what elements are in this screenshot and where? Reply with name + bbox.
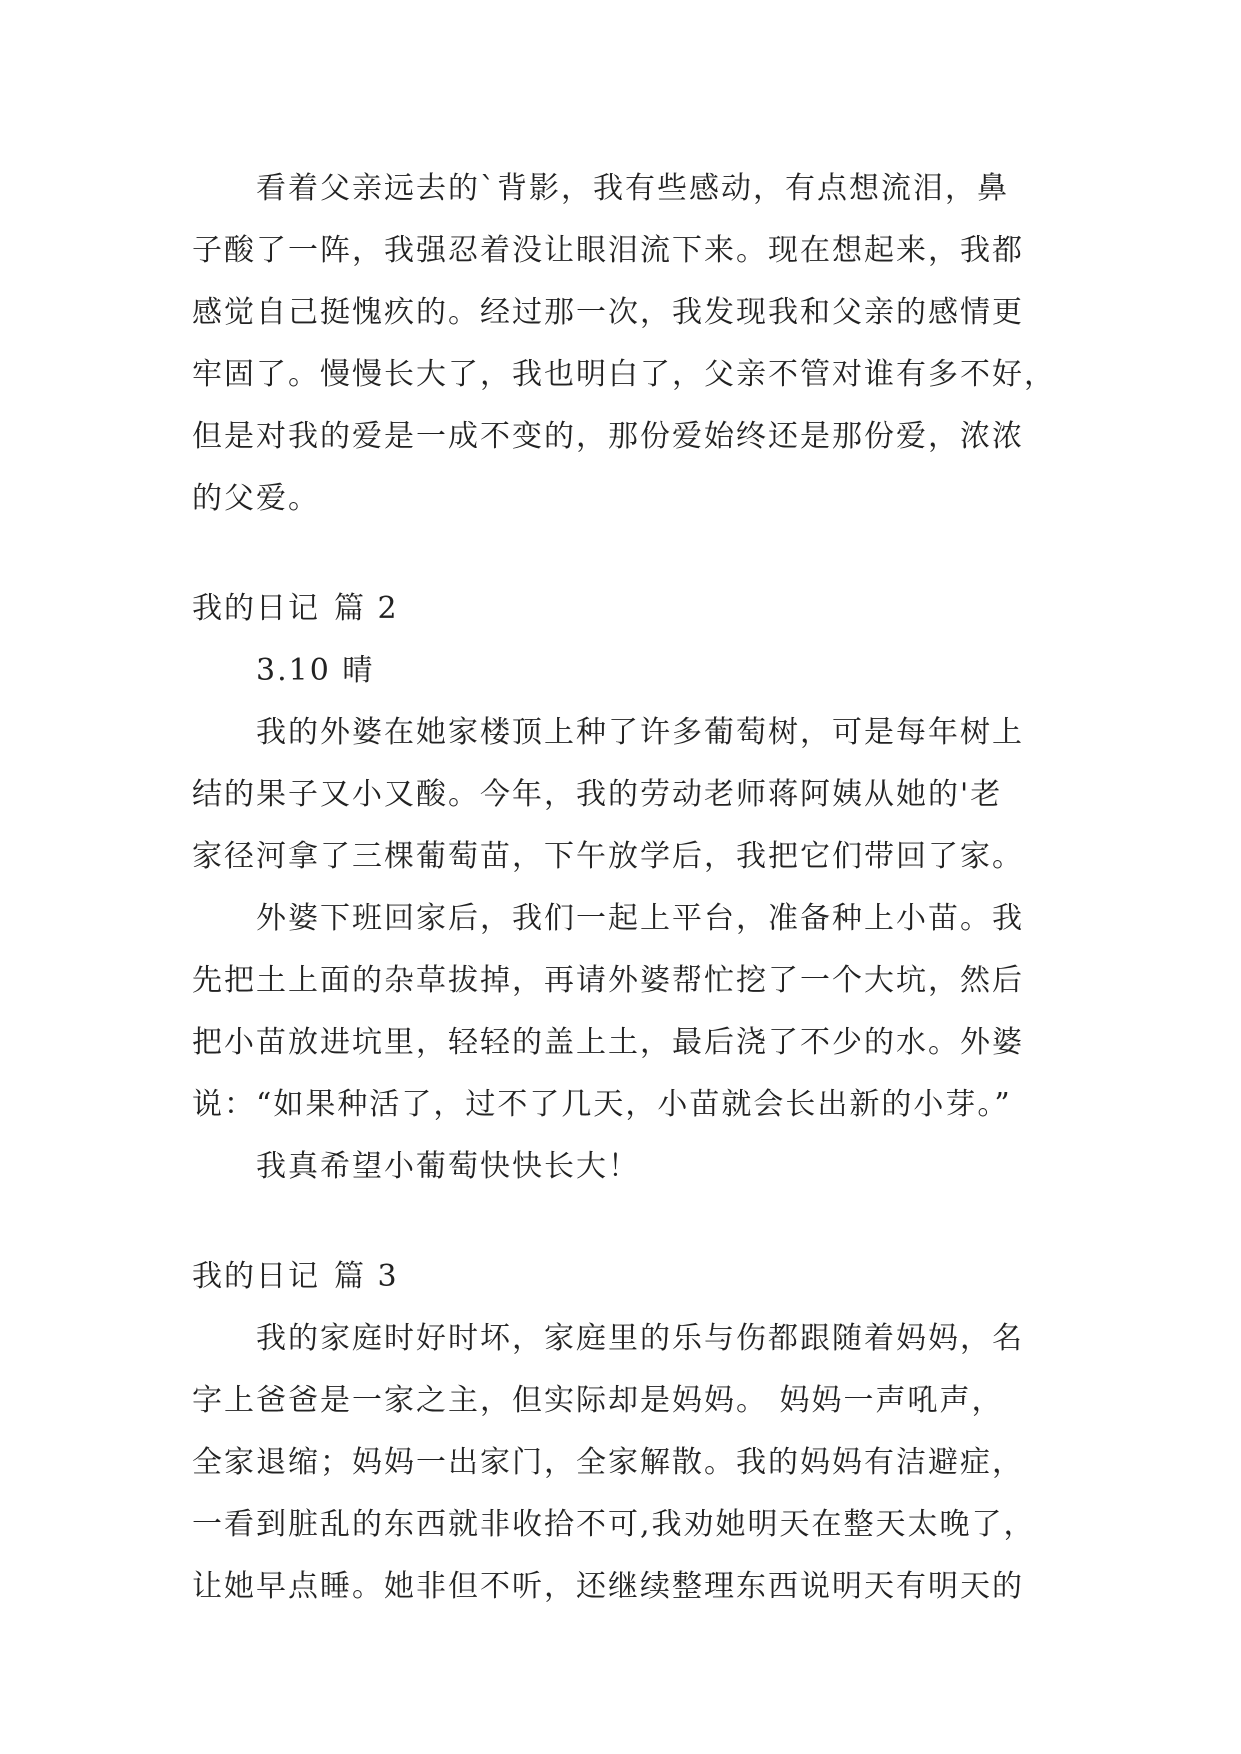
section-heading — [192, 578, 1072, 640]
text-line: 我的家庭时好时坏，家庭里的乐与伤都跟随着妈妈，名 — [256, 1321, 1024, 1356]
text-line: 字上爸爸是一家之主，但实际却是妈妈。 妈妈一声吼声， — [192, 1383, 1004, 1418]
text-line: 我真希望小葡萄快快长大！ — [256, 1149, 640, 1184]
section-title: 我的日记 — [192, 1259, 320, 1294]
text-line: 外婆下班回家后，我们一起上平台，准备种上小苗。我 — [256, 901, 1024, 936]
text-line: 把小苗放进坑里，轻轻的盖上土，最后浇了不少的水。外婆 — [192, 1025, 1024, 1060]
text-line: 子酸了一阵，我强忍着没让眼泪流下来。现在想起来，我都 — [192, 233, 1024, 268]
text-line: 说：“如果种活了，过不了几天，小苗就会长出新的小芽。” — [192, 1087, 1012, 1122]
text-line: 结的果子又小又酸。今年，我的劳动老师蒋阿姨从她的'老 — [192, 777, 1003, 812]
text-line: 牢固了。慢慢长大了，我也明白了，父亲不管对谁有多不好， — [192, 357, 1056, 392]
text-line: 的父爱。 — [192, 481, 320, 516]
text-line: 感觉自己挺愧疚的。经过那一次，我发现我和父亲的感情更 — [192, 295, 1024, 330]
section-heading — [192, 1246, 1072, 1308]
section-number: 篇 2 — [334, 591, 399, 626]
text-line: 全家退缩；妈妈一出家门，全家解散。我的妈妈有洁避症， — [192, 1445, 1024, 1480]
section-3 — [192, 1246, 1072, 1618]
text-line: 看着父亲远去的`背影，我有些感动，有点想流泪，鼻 — [256, 171, 1009, 206]
text-line: 让她早点睡。她非但不听，还继续整理东西说明天有明天的 — [192, 1569, 1024, 1604]
text-line: 先把土上面的杂草拔掉，再请外婆帮忙挖了一个大坑，然后 — [192, 963, 1024, 998]
document-page — [192, 158, 1072, 1618]
section-gap — [192, 530, 1072, 578]
text-line: 我的外婆在她家楼顶上种了许多葡萄树，可是每年树上 — [256, 715, 1024, 750]
text-line: 一看到脏乱的东西就非收拾不可,我劝她明天在整天太晚了， — [192, 1507, 1036, 1542]
text-line: 家径河拿了三棵葡萄苗，下午放学后，我把它们带回了家。 — [192, 839, 1024, 874]
diary-date-line: 3.10 晴 — [256, 653, 375, 688]
section-title: 我的日记 — [192, 591, 320, 626]
section-number: 篇 3 — [334, 1259, 399, 1294]
section-gap — [192, 1198, 1072, 1246]
section-2 — [192, 578, 1072, 1198]
text-line: 但是对我的爱是一成不变的，那份爱始终还是那份爱，浓浓 — [192, 419, 1024, 454]
section-1-paragraph — [192, 158, 1072, 530]
